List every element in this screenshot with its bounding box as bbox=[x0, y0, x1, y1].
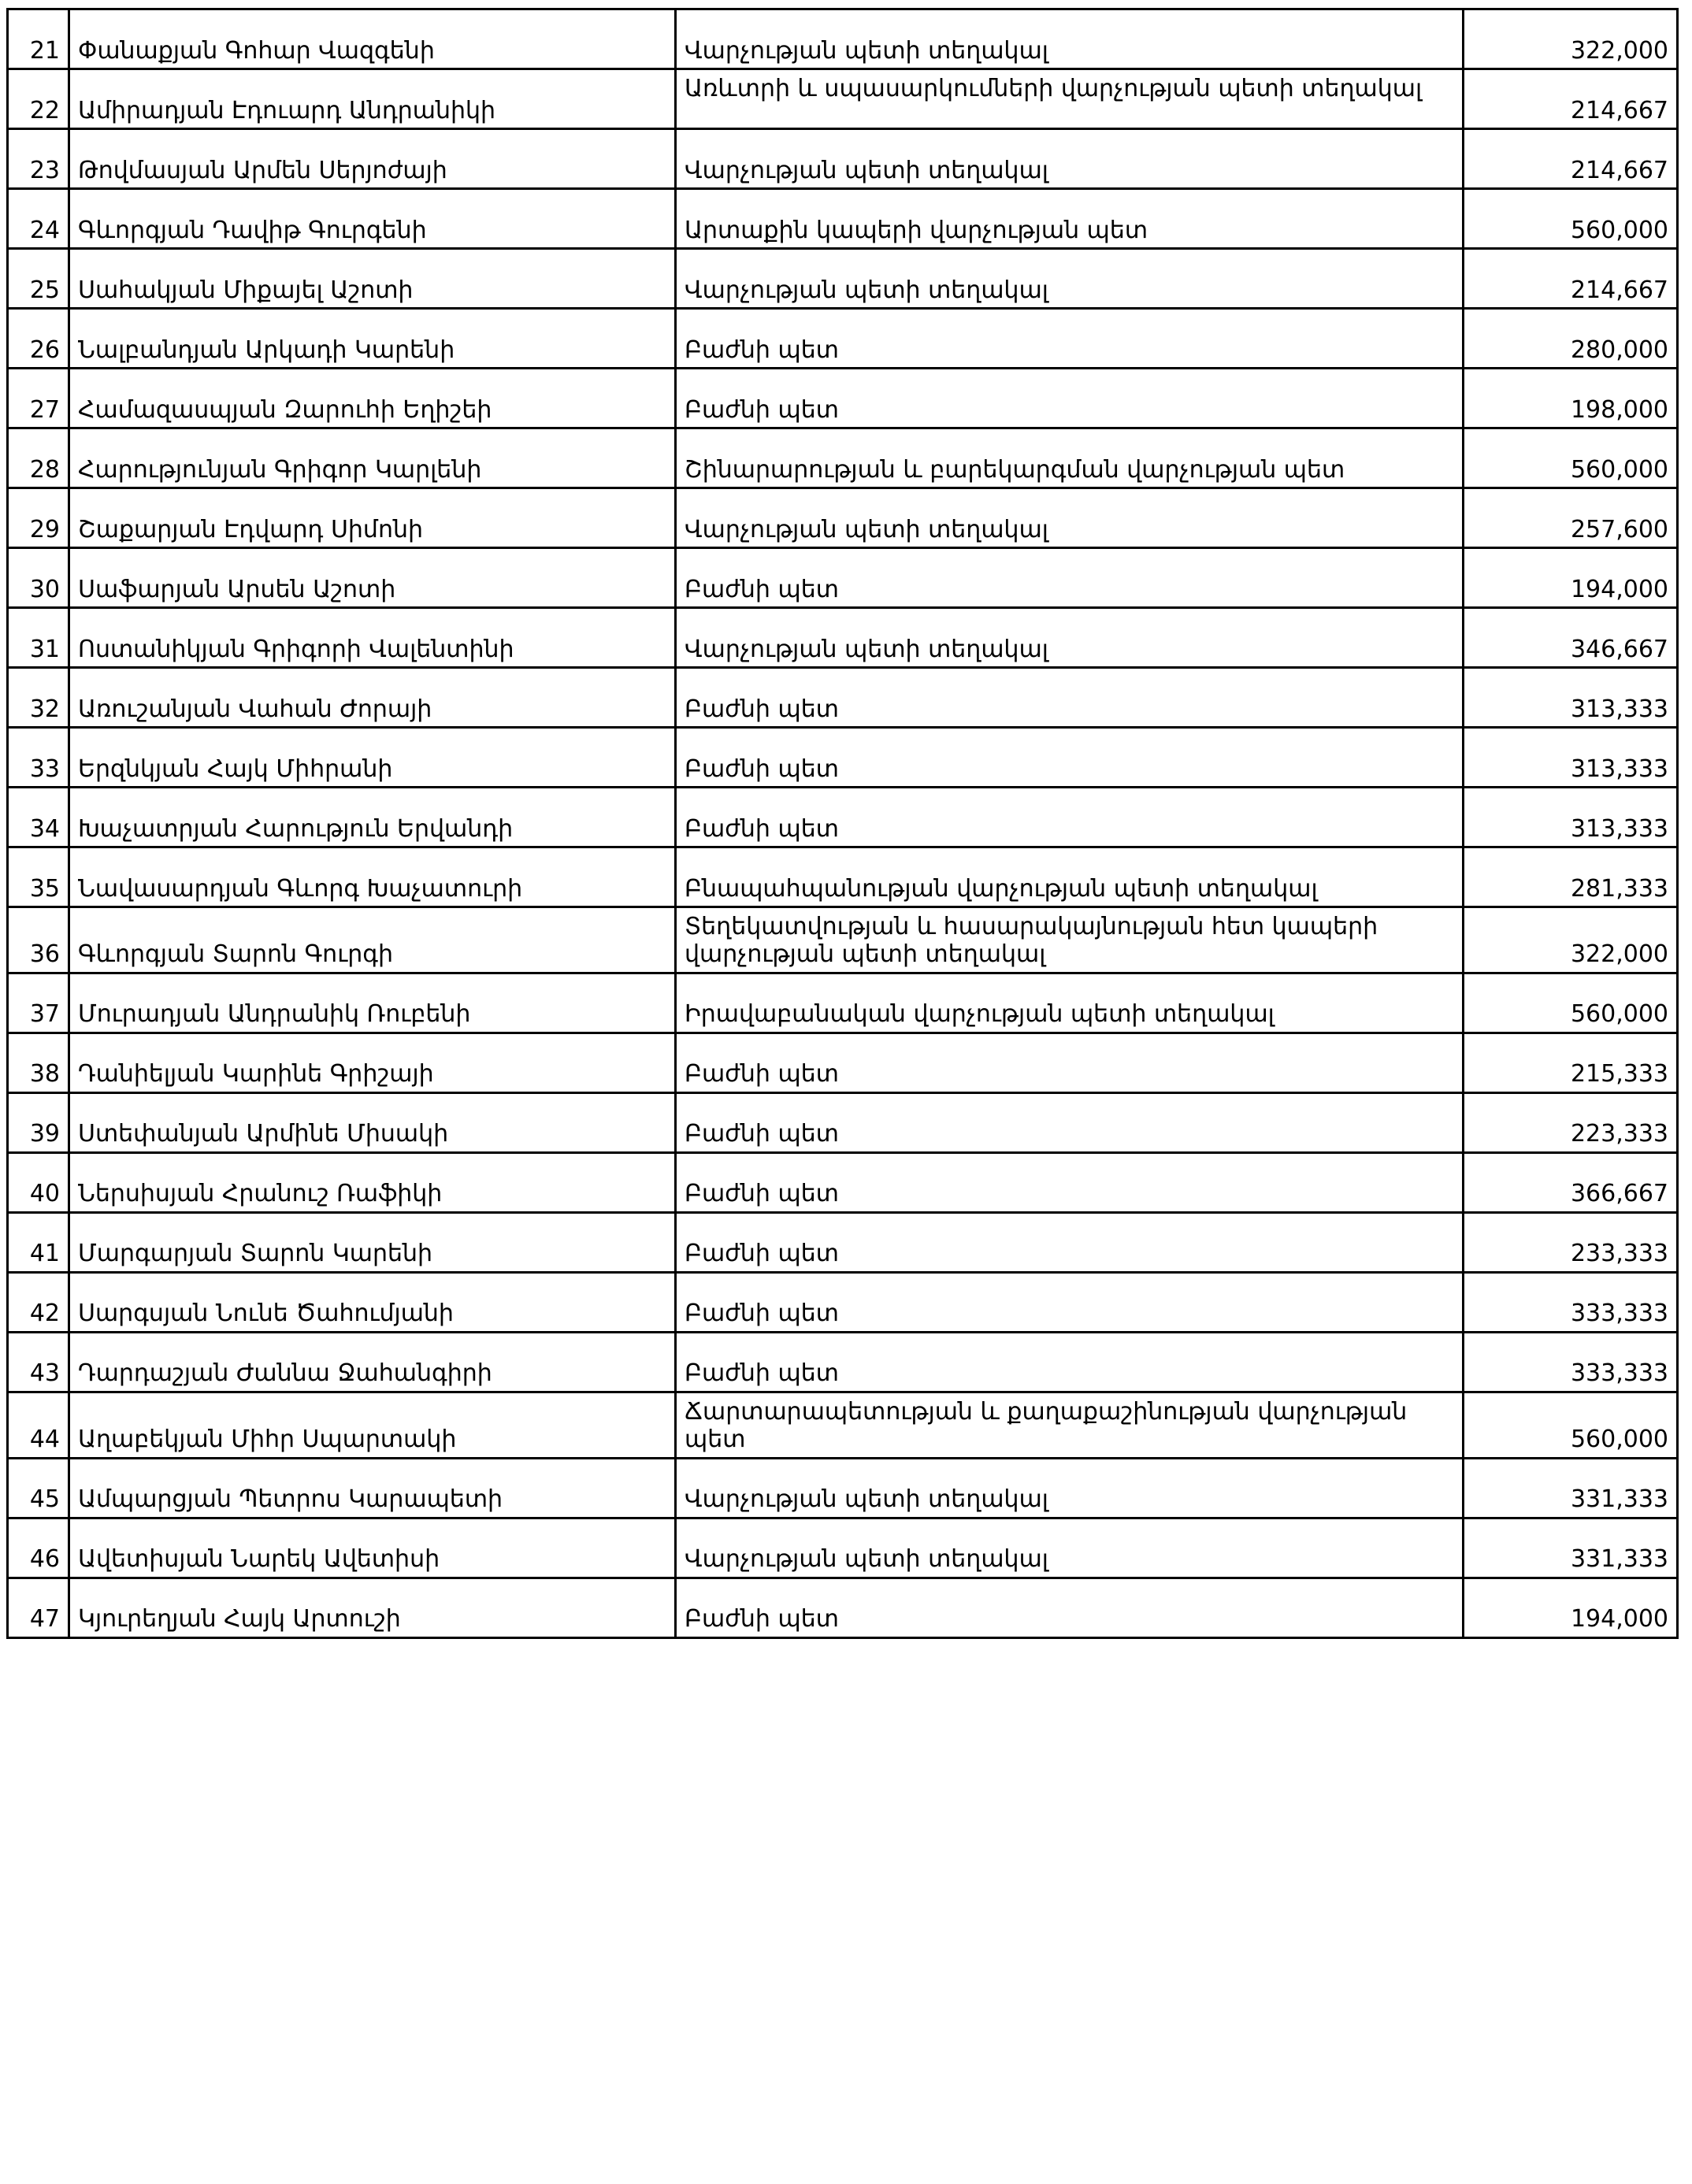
row-position: Բաժնի պետ bbox=[676, 788, 1464, 847]
table-row bbox=[8, 973, 1678, 1033]
row-name: Մուրադյան Անդրանիկ Ռուբենի bbox=[69, 973, 676, 1033]
row-amount: 313,333 bbox=[1464, 788, 1678, 847]
row-amount: 322,000 bbox=[1464, 907, 1678, 973]
row-amount: 322,000 bbox=[1464, 9, 1678, 69]
row-name: Համազասպյան Զարուհի Եղիշեի bbox=[69, 369, 676, 428]
row-name: Գևորգյան Դավիթ Գուրգենի bbox=[69, 189, 676, 249]
row-name: Նավասարդյան Գևորգ Խաչատուրի bbox=[69, 847, 676, 907]
row-position: Բաժնի պետ bbox=[676, 728, 1464, 788]
row-name: Հարությունյան Գրիգոր Կարլենի bbox=[69, 428, 676, 488]
row-position: Բաժնի պետ bbox=[676, 548, 1464, 608]
row-amount: 346,667 bbox=[1464, 608, 1678, 668]
row-name: Շաքարյան Էդվարդ Սիմոնի bbox=[69, 488, 676, 548]
table-row bbox=[8, 1458, 1678, 1518]
table-row bbox=[8, 1332, 1678, 1392]
row-name: Ոստանիկյան Գրիգորի Վալենտինի bbox=[69, 608, 676, 668]
table-row bbox=[8, 1518, 1678, 1578]
row-position: Վարչության պետի տեղակալ bbox=[676, 1518, 1464, 1578]
row-number: 24 bbox=[8, 189, 69, 249]
row-position: Վարչության պետի տեղակալ bbox=[676, 1458, 1464, 1518]
row-number: 36 bbox=[8, 907, 69, 973]
table-row bbox=[8, 249, 1678, 309]
row-amount: 233,333 bbox=[1464, 1212, 1678, 1272]
row-amount: 560,000 bbox=[1464, 973, 1678, 1033]
table-row bbox=[8, 668, 1678, 728]
row-name: Դարդաշյան Ժաննա Ջահանգիրի bbox=[69, 1332, 676, 1392]
row-position: Բաժնի պետ bbox=[676, 1092, 1464, 1152]
row-position: Բնապահպանության վարչության պետի տեղակալ bbox=[676, 847, 1464, 907]
row-amount: 223,333 bbox=[1464, 1092, 1678, 1152]
row-number: 29 bbox=[8, 488, 69, 548]
table-row bbox=[8, 728, 1678, 788]
row-amount: 560,000 bbox=[1464, 428, 1678, 488]
row-name: Թովմասյան Արմեն Սերյոժայի bbox=[69, 129, 676, 189]
table-row bbox=[8, 1212, 1678, 1272]
row-position: Բաժնի պետ bbox=[676, 1033, 1464, 1092]
table-row bbox=[8, 69, 1678, 129]
row-amount: 333,333 bbox=[1464, 1272, 1678, 1332]
row-position: Վարչության պետի տեղակալ bbox=[676, 249, 1464, 309]
row-name: Ստեփանյան Արմինե Միսակի bbox=[69, 1092, 676, 1152]
row-name: Ավետիսյան Նարեկ Ավետիսի bbox=[69, 1518, 676, 1578]
row-number: 47 bbox=[8, 1578, 69, 1637]
table-row bbox=[8, 907, 1678, 973]
row-position: Բաժնի պետ bbox=[676, 1152, 1464, 1212]
roster-table-body bbox=[8, 9, 1678, 1638]
table-row bbox=[8, 309, 1678, 369]
row-position: Արտաքին կապերի վարչության պետ bbox=[676, 189, 1464, 249]
row-position: Վարչության պետի տեղակալ bbox=[676, 488, 1464, 548]
row-amount: 366,667 bbox=[1464, 1152, 1678, 1212]
table-row bbox=[8, 1578, 1678, 1637]
row-name: Խաչատրյան Հարություն Երվանդի bbox=[69, 788, 676, 847]
row-name: Գևորգյան Տարոն Գուրգի bbox=[69, 907, 676, 973]
row-number: 34 bbox=[8, 788, 69, 847]
row-position: Տեղեկատվության և հասարակայնության հետ կապերի վարչության պետի տեղակալ bbox=[676, 907, 1464, 973]
row-amount: 194,000 bbox=[1464, 1578, 1678, 1637]
row-name: Երզնկյան Հայկ Միհրանի bbox=[69, 728, 676, 788]
row-name: Սաֆարյան Արսեն Աշոտի bbox=[69, 548, 676, 608]
row-name: Մարգարյան Տարոն Կարենի bbox=[69, 1212, 676, 1272]
row-name: Աղաբեկյան Միհր Սպարտակի bbox=[69, 1392, 676, 1458]
row-name: Նալբանդյան Արկադի Կարենի bbox=[69, 309, 676, 369]
row-number: 23 bbox=[8, 129, 69, 189]
row-number: 25 bbox=[8, 249, 69, 309]
row-amount: 331,333 bbox=[1464, 1518, 1678, 1578]
row-amount: 313,333 bbox=[1464, 728, 1678, 788]
row-position: Վարչության պետի տեղակալ bbox=[676, 608, 1464, 668]
row-number: 30 bbox=[8, 548, 69, 608]
row-name: Կյուրեղյան Հայկ Արտուշի bbox=[69, 1578, 676, 1637]
row-position: Բաժնի պետ bbox=[676, 309, 1464, 369]
row-number: 46 bbox=[8, 1518, 69, 1578]
row-number: 39 bbox=[8, 1092, 69, 1152]
table-row bbox=[8, 1092, 1678, 1152]
row-amount: 215,333 bbox=[1464, 1033, 1678, 1092]
row-position: Վարչության պետի տեղակալ bbox=[676, 129, 1464, 189]
row-amount: 214,667 bbox=[1464, 129, 1678, 189]
row-position: Ճարտարապետության և քաղաքաշինության վարչության պետ bbox=[676, 1392, 1464, 1458]
row-number: 37 bbox=[8, 973, 69, 1033]
row-position: Բաժնի պետ bbox=[676, 369, 1464, 428]
row-amount: 257,600 bbox=[1464, 488, 1678, 548]
row-number: 22 bbox=[8, 69, 69, 129]
table-row bbox=[8, 488, 1678, 548]
row-name: Սարգսյան Նունե Ծահումյանի bbox=[69, 1272, 676, 1332]
table-row bbox=[8, 847, 1678, 907]
row-number: 33 bbox=[8, 728, 69, 788]
row-number: 31 bbox=[8, 608, 69, 668]
row-number: 40 bbox=[8, 1152, 69, 1212]
table-row bbox=[8, 1152, 1678, 1212]
row-number: 35 bbox=[8, 847, 69, 907]
row-amount: 214,667 bbox=[1464, 69, 1678, 129]
row-number: 38 bbox=[8, 1033, 69, 1092]
row-number: 42 bbox=[8, 1272, 69, 1332]
row-number: 27 bbox=[8, 369, 69, 428]
row-amount: 331,333 bbox=[1464, 1458, 1678, 1518]
row-amount: 194,000 bbox=[1464, 548, 1678, 608]
row-number: 45 bbox=[8, 1458, 69, 1518]
row-position: Բաժնի պետ bbox=[676, 1332, 1464, 1392]
row-name: Ներսիսյան Հրանուշ Ռաֆիկի bbox=[69, 1152, 676, 1212]
row-name: Առուշանյան Վահան Ժորայի bbox=[69, 668, 676, 728]
row-amount: 281,333 bbox=[1464, 847, 1678, 907]
table-row bbox=[8, 788, 1678, 847]
row-amount: 560,000 bbox=[1464, 1392, 1678, 1458]
row-name: Ամիրադյան Էդուարդ Անդրանիկի bbox=[69, 69, 676, 129]
table-row bbox=[8, 608, 1678, 668]
row-amount: 280,000 bbox=[1464, 309, 1678, 369]
table-row bbox=[8, 1033, 1678, 1092]
table-row bbox=[8, 1392, 1678, 1458]
row-number: 43 bbox=[8, 1332, 69, 1392]
row-position: Բաժնի պետ bbox=[676, 1212, 1464, 1272]
row-amount: 198,000 bbox=[1464, 369, 1678, 428]
row-number: 44 bbox=[8, 1392, 69, 1458]
row-position: Առևտրի և սպասարկումների վարչության պետի տեղակալ bbox=[676, 69, 1464, 129]
roster-table bbox=[6, 8, 1679, 1639]
row-name: Դանիելյան Կարինե Գրիշայի bbox=[69, 1033, 676, 1092]
row-name: Ամպարցյան Պետրոս Կարապետի bbox=[69, 1458, 676, 1518]
table-row bbox=[8, 9, 1678, 69]
row-name: Փանաքյան Գոհար Վազգենի bbox=[69, 9, 676, 69]
table-row bbox=[8, 548, 1678, 608]
row-amount: 560,000 bbox=[1464, 189, 1678, 249]
row-name: Սահակյան Միքայել Աշոտի bbox=[69, 249, 676, 309]
table-row bbox=[8, 369, 1678, 428]
row-position: Շինարարության և բարեկարգման վարչության պետ bbox=[676, 428, 1464, 488]
row-number: 21 bbox=[8, 9, 69, 69]
row-position: Բաժնի պետ bbox=[676, 1578, 1464, 1637]
row-amount: 333,333 bbox=[1464, 1332, 1678, 1392]
row-position: Բաժնի պետ bbox=[676, 668, 1464, 728]
row-amount: 214,667 bbox=[1464, 249, 1678, 309]
row-number: 26 bbox=[8, 309, 69, 369]
row-amount: 313,333 bbox=[1464, 668, 1678, 728]
table-row bbox=[8, 189, 1678, 249]
table-row bbox=[8, 129, 1678, 189]
row-position: Վարչության պետի տեղակալ bbox=[676, 9, 1464, 69]
row-position: Իրավաբանական վարչության պետի տեղակալ bbox=[676, 973, 1464, 1033]
row-position: Բաժնի պետ bbox=[676, 1272, 1464, 1332]
row-number: 41 bbox=[8, 1212, 69, 1272]
row-number: 32 bbox=[8, 668, 69, 728]
table-row bbox=[8, 428, 1678, 488]
table-row bbox=[8, 1272, 1678, 1332]
row-number: 28 bbox=[8, 428, 69, 488]
